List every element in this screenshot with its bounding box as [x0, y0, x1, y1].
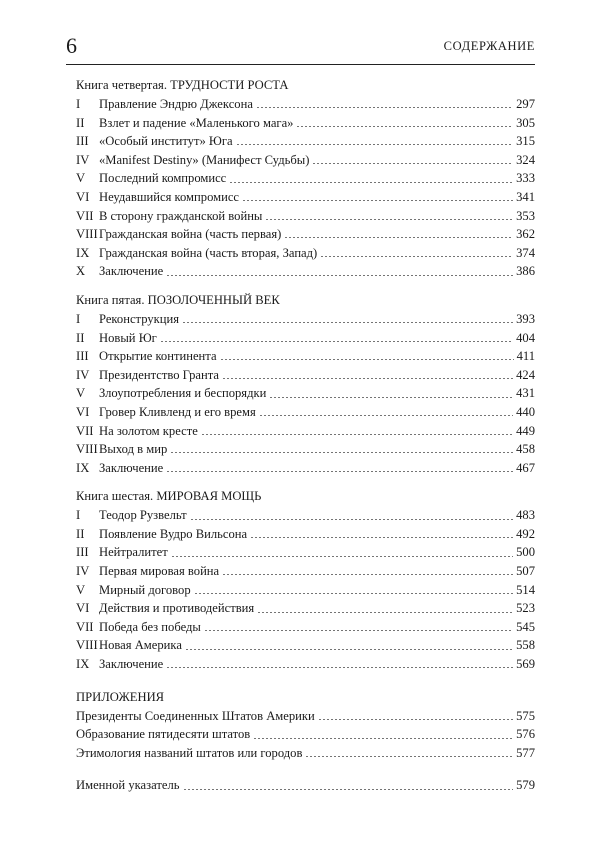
dot-leader [265, 219, 513, 220]
chapter-numeral: V [76, 386, 86, 401]
page-reference: 576 [516, 727, 535, 742]
dot-leader [204, 630, 513, 631]
toc-row [76, 599, 535, 618]
page-reference: 297 [516, 97, 535, 111]
entry-title: Новый Юг [99, 330, 157, 345]
dot-leader [253, 738, 513, 739]
page-reference: 341 [516, 189, 535, 204]
toc-row [76, 262, 535, 281]
chapter-numeral: I [76, 508, 81, 523]
toc-row [76, 347, 535, 366]
entry-title: Действия и противодействия [99, 601, 255, 616]
page-reference: 483 [516, 508, 535, 523]
page-reference: 523 [516, 601, 535, 616]
section-gap [76, 281, 535, 291]
page-reference: 393 [516, 311, 535, 326]
entry-title: Президенты Соединенных Штатов Америки [76, 708, 315, 723]
toc-row [76, 329, 535, 348]
entry-title: Открытие континента [99, 349, 217, 364]
dot-leader [222, 378, 513, 379]
page-reference: 558 [516, 638, 535, 653]
entry-title: Гровер Кливленд и его время [99, 404, 256, 419]
toc-row [76, 506, 535, 525]
entry-title: На золотом кресте [99, 423, 198, 438]
toc-row [76, 525, 535, 544]
entry-title: Победа без победы [99, 619, 201, 634]
page-reference: 386 [516, 264, 535, 279]
dot-leader [320, 256, 513, 257]
page-header [66, 32, 535, 60]
toc-row [76, 151, 535, 170]
toc-row [76, 384, 535, 403]
page-reference: 362 [516, 227, 535, 242]
page-reference: 431 [516, 386, 535, 401]
section-gap [76, 762, 535, 776]
page-reference: 467 [516, 460, 535, 475]
dot-leader [284, 237, 513, 238]
toc-row [76, 403, 535, 422]
page-reference: 424 [516, 367, 535, 382]
dot-leader [305, 756, 513, 757]
dot-leader [222, 574, 513, 575]
entry-title: Мирный договор [99, 582, 191, 597]
entry-title: Первая мировая война [99, 564, 220, 579]
chapter-numeral: VI [76, 189, 90, 204]
entry-title: Взлет и падение «Маленького мага» [99, 115, 294, 130]
book-heading [76, 291, 535, 310]
entry-title: Правление Эндрю Джексона [99, 97, 253, 111]
entry-title: Этимология названий штатов или городов [76, 745, 303, 760]
entry-title: Неудавшийся компромисс [99, 189, 240, 204]
entry-title: Президентство Гранта [99, 367, 220, 382]
toc-row [76, 459, 535, 478]
section-gap [76, 674, 535, 688]
toc-row [76, 366, 535, 385]
book-heading [76, 76, 535, 95]
toc-row [76, 132, 535, 151]
toc-row [76, 725, 535, 744]
chapter-numeral: VIII [76, 638, 98, 653]
dot-leader [296, 126, 513, 127]
entry-title: Теодор Рузвельт [99, 508, 187, 523]
page-reference: 353 [516, 208, 535, 223]
toc-row [76, 618, 535, 637]
chapter-numeral: VII [76, 423, 94, 438]
book-prefix: Книга четвертая. [76, 78, 167, 92]
entry-title: Нейтралитет [99, 545, 168, 560]
section-gap [76, 477, 535, 487]
page-reference: 315 [516, 134, 535, 149]
toc-row [76, 543, 535, 562]
dot-leader [257, 612, 513, 613]
dot-leader [183, 789, 514, 790]
toc-row [76, 440, 535, 459]
entry-title: Гражданская война (часть первая) [99, 227, 282, 242]
entry-title: Злоупотребления и беспорядки [99, 386, 267, 401]
chapter-numeral: V [76, 171, 86, 186]
page-reference: 411 [516, 349, 535, 364]
toc-row [76, 207, 535, 226]
page-reference: 374 [516, 245, 535, 260]
toc-row [76, 744, 535, 763]
toc-row [76, 562, 535, 581]
entry-title: Заключение [99, 460, 164, 475]
page-reference: 449 [516, 423, 535, 438]
book-prefix: Книга шестая. [76, 489, 154, 504]
dot-leader [166, 667, 513, 668]
entry-title: Реконструкция [99, 311, 180, 326]
book-title: ПОЗОЛОЧЕННЫЙ ВЕК [147, 292, 280, 307]
chapter-numeral: VI [76, 601, 90, 616]
dot-leader [236, 144, 513, 145]
chapter-numeral: II [76, 115, 85, 130]
chapter-numeral: II [76, 330, 85, 345]
chapter-numeral: IV [76, 564, 90, 579]
toc-row [76, 225, 535, 244]
chapter-numeral: X [76, 264, 86, 279]
toc-row [76, 169, 535, 188]
dot-leader [220, 359, 514, 360]
toc-row [76, 114, 535, 133]
page-reference: 458 [516, 442, 535, 457]
header-rule [66, 64, 535, 65]
entry-title: Заключение [99, 264, 164, 279]
chapter-numeral: II [76, 526, 85, 541]
dot-leader [269, 397, 513, 398]
page-reference: 579 [516, 778, 535, 793]
book-prefix: Книга пятая. [76, 292, 145, 307]
dot-leader [171, 556, 513, 557]
dot-leader [182, 322, 513, 323]
toc-row [76, 95, 535, 114]
book-title: МИРОВАЯ МОЩЬ [156, 489, 262, 504]
entry-title: В сторону гражданской войны [99, 208, 263, 223]
chapter-numeral: VIII [76, 227, 98, 242]
entry-title: Появление Вудро Вильсона [99, 526, 248, 541]
dot-leader [170, 452, 513, 453]
toc-row [76, 244, 535, 263]
toc-row [76, 188, 535, 207]
dot-leader [185, 649, 513, 650]
dot-leader [250, 537, 513, 538]
entry-title: Заключение [99, 657, 164, 672]
chapter-numeral: IV [76, 152, 90, 167]
chapter-numeral: IX [76, 657, 90, 672]
toc-row [76, 581, 535, 600]
dot-leader [201, 434, 513, 435]
chapter-numeral: IX [76, 460, 90, 475]
dot-leader [166, 471, 513, 472]
chapter-numeral: VI [76, 404, 90, 419]
dot-leader [160, 341, 513, 342]
chapter-numeral: VIII [76, 442, 98, 457]
toc-row [76, 310, 535, 329]
dot-leader [194, 593, 513, 594]
dot-leader [229, 182, 513, 183]
page-reference: 324 [516, 152, 535, 167]
chapter-numeral: V [76, 582, 86, 597]
entry-title: Выход в мир [99, 442, 168, 457]
page-reference: 545 [516, 619, 535, 634]
page-reference: 492 [516, 526, 535, 541]
dot-leader [166, 275, 513, 276]
chapter-numeral: III [76, 545, 89, 560]
page-reference: 507 [516, 564, 535, 579]
appendices-heading: ПРИЛОЖЕНИЯ [76, 689, 165, 704]
table-of-contents [76, 76, 535, 795]
page-reference: 404 [516, 330, 535, 345]
book-heading [76, 487, 535, 506]
page-reference: 569 [516, 657, 535, 672]
dot-leader [259, 415, 513, 416]
chapter-numeral: III [76, 134, 89, 149]
book-title: ТРУДНОСТИ РОСТА [170, 78, 289, 92]
entry-title: «Manifest Destiny» (Манифест Судьбы) [99, 152, 310, 167]
page-reference: 575 [516, 708, 535, 723]
dot-leader [312, 163, 513, 164]
entry-title: Последний компромисс [99, 171, 227, 186]
page-reference: 440 [516, 404, 535, 419]
chapter-numeral: I [76, 311, 81, 326]
page-reference: 577 [516, 745, 535, 760]
page-reference: 305 [516, 115, 535, 130]
page-reference: 333 [516, 171, 535, 186]
entry-title: Гражданская война (часть вторая, Запад) [99, 245, 318, 260]
dot-leader [256, 107, 513, 108]
running-head: СОДЕРЖАНИЕ [443, 39, 535, 53]
toc-row [76, 422, 535, 441]
entry-title: «Особый институт» Юга [99, 134, 233, 149]
index-row [76, 776, 535, 795]
page-reference: 500 [516, 545, 535, 560]
dot-leader [318, 719, 513, 720]
chapter-numeral: IX [76, 245, 90, 260]
chapter-numeral: IV [76, 367, 90, 382]
toc-row [76, 636, 535, 655]
chapter-numeral: VII [76, 619, 94, 634]
chapter-numeral: I [76, 97, 81, 111]
entry-title: Образование пятидесяти штатов [76, 727, 251, 742]
dot-leader [190, 519, 513, 520]
chapter-numeral: VII [76, 208, 94, 223]
dot-leader [242, 200, 513, 201]
entry-title: Новая Америка [99, 638, 182, 653]
chapter-numeral: III [76, 349, 89, 364]
entry-title: Именной указатель [76, 778, 180, 793]
page-number: 6 [66, 33, 77, 58]
page-reference: 514 [516, 582, 535, 597]
toc-row [76, 707, 535, 726]
toc-row [76, 655, 535, 674]
